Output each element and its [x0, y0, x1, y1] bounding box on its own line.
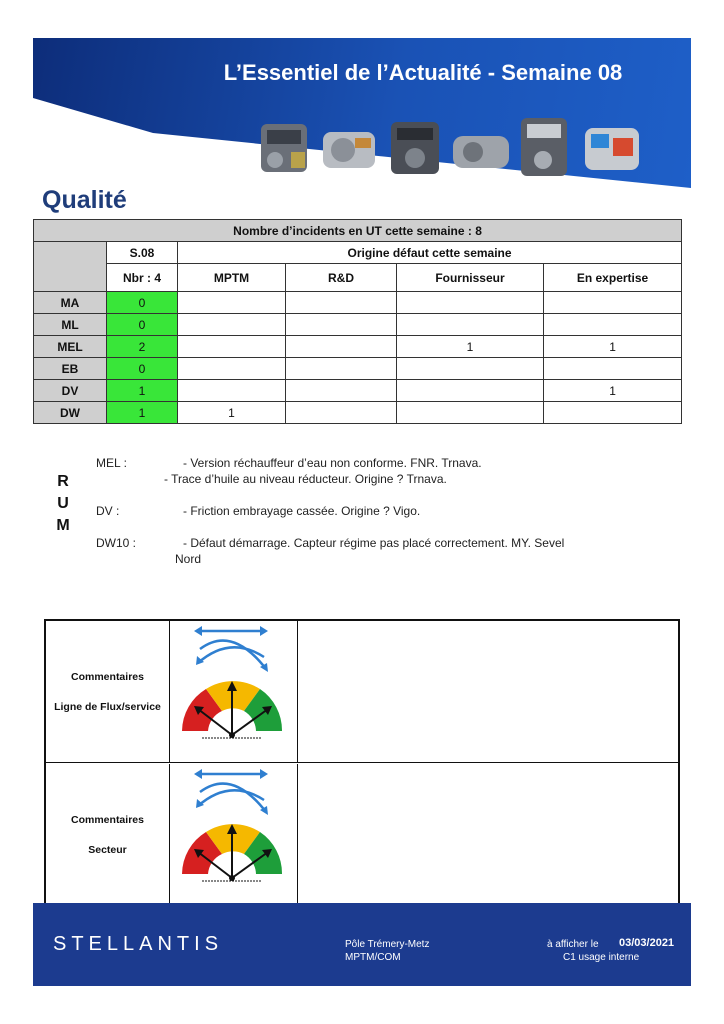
expertise-cell: [544, 292, 682, 314]
expertise-cell: [544, 314, 682, 336]
fournisseur-cell: [397, 314, 544, 336]
comments-title: Commentaires: [71, 814, 144, 826]
rum-letter: R: [57, 473, 69, 490]
table-caption: Nombre d’incidents en UT cette semaine : 8: [34, 220, 682, 242]
dw-line-1: - Défaut démarrage. Capteur régime pas placé correctement. MY. Sevel: [183, 536, 565, 550]
expertise-cell: [544, 358, 682, 380]
brand-logo: STELLANTIS: [53, 933, 224, 955]
row-label: EB: [34, 358, 107, 380]
comments-row-flux: [46, 621, 678, 763]
column-header-fournisseur: Fournisseur: [397, 264, 544, 292]
table-row: [34, 336, 682, 358]
rd-cell: [286, 380, 397, 402]
engine-image-6: [585, 128, 639, 170]
header-banner: [33, 38, 691, 196]
rum-letter: M: [56, 517, 70, 534]
comments-title: Commentaires: [71, 670, 144, 683]
comments-table: [44, 619, 680, 905]
classification-label: C1 usage interne: [563, 952, 640, 963]
rd-cell: [286, 292, 397, 314]
origin-header: Origine défaut cette semaine: [178, 242, 682, 264]
dv-line-1: - Friction embrayage cassée. Origine ? Vigo.: [183, 504, 421, 518]
count-cell: 1: [107, 402, 178, 424]
table-row: [34, 292, 682, 314]
dw-line-2: Nord: [175, 552, 202, 566]
count-cell: 0: [107, 314, 178, 336]
table-row: [34, 380, 682, 402]
gauge-cell: [170, 621, 298, 762]
fournisseur-cell: [397, 402, 544, 424]
mptm-cell: 1: [178, 402, 286, 424]
comments-subtitle: Secteur: [88, 844, 127, 856]
mptm-cell: [178, 380, 286, 402]
rd-cell: [286, 336, 397, 358]
mptm-cell: [178, 358, 286, 380]
gauge-icon: [170, 764, 298, 904]
engine-image-3: [391, 122, 439, 174]
engine-image-2: [323, 132, 375, 168]
column-header-mptm: MPTM: [178, 264, 286, 292]
rd-cell: [286, 402, 397, 424]
count-cell: 0: [107, 358, 178, 380]
expertise-cell: [544, 402, 682, 424]
dw-label: DW10 :: [96, 536, 137, 550]
engine-image-5: [521, 118, 567, 176]
display-date: 03/03/2021: [619, 937, 675, 949]
expertise-cell: 1: [544, 336, 682, 358]
rd-cell: [286, 358, 397, 380]
row-label: DW: [34, 402, 107, 424]
mptm-cell: [178, 292, 286, 314]
comments-row-secteur: [46, 764, 678, 906]
fournisseur-cell: [397, 292, 544, 314]
footer: [33, 903, 691, 986]
rum-letters: [53, 471, 73, 537]
gauge-icon: [170, 621, 298, 761]
mel-line-1: - Version réchauffeur d’eau non conforme. FNR. Trnava.: [183, 456, 482, 470]
gauge-cell: [170, 764, 298, 906]
row-label: MEL: [34, 336, 107, 358]
mel-label: MEL :: [96, 456, 127, 470]
rd-cell: [286, 314, 397, 336]
fournisseur-cell: [397, 380, 544, 402]
count-cell: 1: [107, 380, 178, 402]
engine-image-1: [261, 124, 307, 172]
comments-label-flux: [46, 621, 170, 762]
engine-images: [251, 116, 681, 196]
corner-cell: [34, 242, 107, 292]
count-cell: 0: [107, 292, 178, 314]
row-label: ML: [34, 314, 107, 336]
mptm-cell: [178, 314, 286, 336]
site-line-2: MPTM/COM: [345, 952, 401, 963]
count-cell: 2: [107, 336, 178, 358]
incidents-table: [33, 219, 682, 424]
column-header-rd: R&D: [286, 264, 397, 292]
display-label: à afficher le: [547, 939, 599, 950]
rum-letter: U: [57, 495, 69, 512]
comments-label-secteur: [46, 764, 170, 906]
row-label: MA: [34, 292, 107, 314]
fournisseur-cell: 1: [397, 336, 544, 358]
row-label: DV: [34, 380, 107, 402]
table-row: [34, 402, 682, 424]
site-line-1: Pôle Trémery-Metz: [345, 939, 430, 950]
dv-label: DV :: [96, 504, 120, 518]
column-header-expertise: En expertise: [544, 264, 682, 292]
fournisseur-cell: [397, 358, 544, 380]
mptm-cell: [178, 336, 286, 358]
table-row: [34, 358, 682, 380]
engine-image-4: [453, 136, 509, 168]
table-row: [34, 314, 682, 336]
page-title: L’Essentiel de l’Actualité - Semaine 08: [223, 60, 623, 85]
comments-subtitle: Ligne de Flux/service: [54, 700, 161, 713]
expertise-cell: 1: [544, 380, 682, 402]
count-header: Nbr : 4: [107, 264, 178, 292]
week-header: S.08: [107, 242, 178, 264]
mel-line-2: - Trace d’huile au niveau réducteur. Origine ? Trnava.: [164, 472, 447, 486]
section-title: Qualité: [42, 186, 127, 214]
